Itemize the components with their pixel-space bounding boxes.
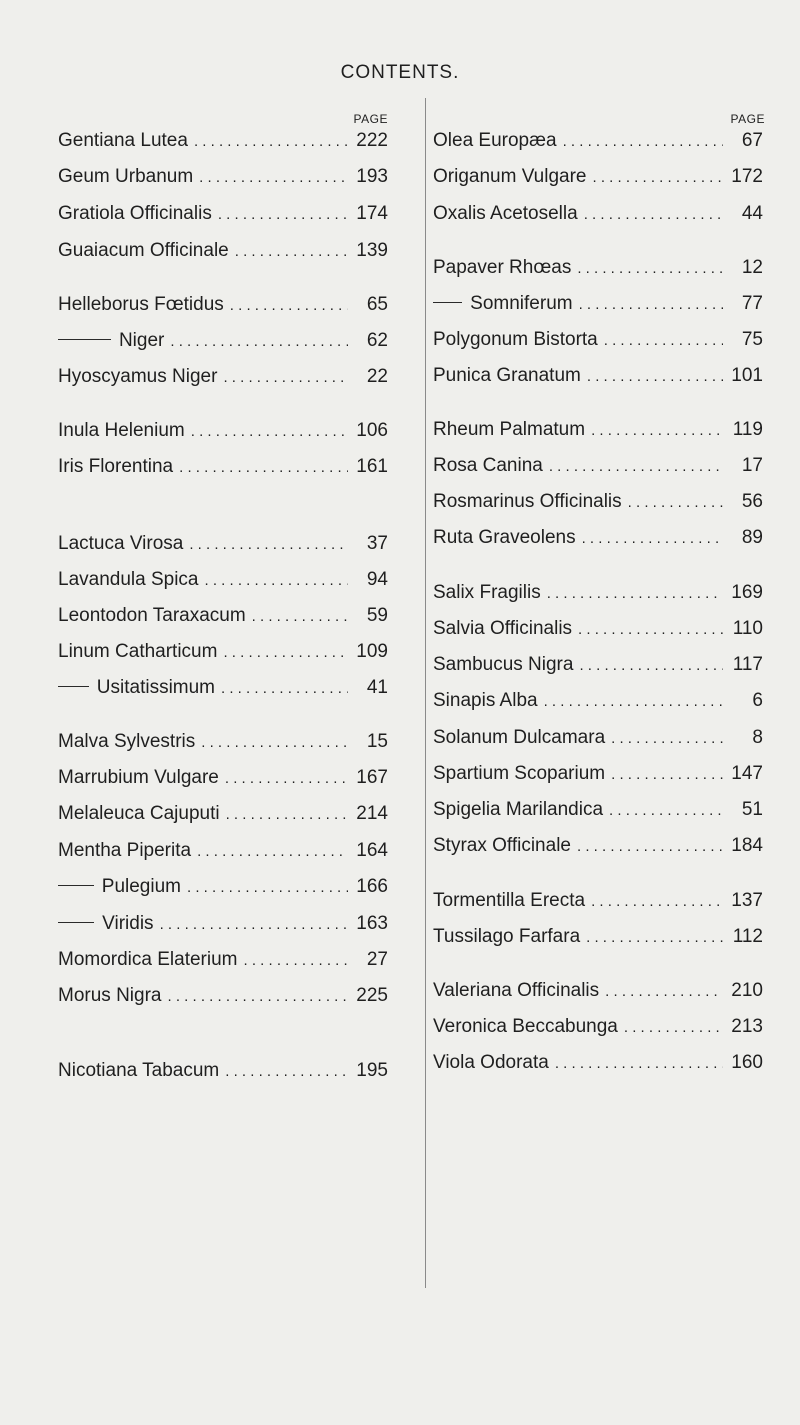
toc-entry — [433, 491, 763, 517]
toc-entry — [58, 641, 388, 667]
entry-page-number: 44 — [741, 203, 763, 224]
entry-name: Viridis — [102, 913, 154, 934]
entry-name: Usitatissimum — [96, 677, 216, 698]
entry-name: Solanum Dulcamara — [433, 727, 606, 748]
dot-leader — [591, 422, 723, 439]
dot-leader — [555, 1055, 723, 1072]
entry-name: Viola Odorata — [433, 1052, 549, 1073]
entry-page-number: 166 — [356, 876, 388, 897]
dot-leader — [582, 530, 723, 547]
entry-name: Inula Helenium — [58, 420, 185, 441]
entry-name: Rheum Palmatum — [433, 419, 586, 440]
dot-leader — [197, 843, 348, 860]
entry-page-number: 213 — [731, 1016, 763, 1037]
dot-leader — [187, 879, 348, 896]
toc-entry — [433, 890, 763, 916]
toc-entry — [58, 420, 388, 446]
entry-name: Tussilago Farfara — [433, 926, 581, 947]
dot-leader — [244, 952, 349, 969]
dot-leader — [179, 459, 348, 476]
entry-page-number: 75 — [741, 329, 763, 350]
toc-entry — [433, 690, 763, 716]
entry-name: Tormentilla Erecta — [433, 890, 586, 911]
entry-page-number: 59 — [366, 605, 388, 626]
dot-leader — [194, 133, 348, 150]
entry-page-number: 22 — [366, 366, 388, 387]
toc-entry — [433, 835, 763, 861]
entry-page-number: 160 — [731, 1052, 763, 1073]
entry-name: Iris Florentina — [58, 456, 174, 477]
toc-entry — [433, 419, 763, 445]
entry-page-number: 101 — [731, 365, 763, 386]
entry-page-number: 137 — [731, 890, 763, 911]
toc-entry — [433, 980, 763, 1006]
entry-name: Salix Fragilis — [433, 582, 541, 603]
dot-leader — [223, 369, 348, 386]
entry-page-number: 27 — [366, 949, 388, 970]
entry-name: Lactuca Virosa — [58, 533, 184, 554]
dot-leader — [189, 536, 348, 553]
toc-entry — [58, 731, 388, 757]
entry-page-number: 214 — [356, 803, 388, 824]
toc-entry — [433, 1016, 763, 1042]
dot-leader — [225, 1063, 348, 1080]
dot-leader — [170, 333, 348, 350]
dot-leader — [218, 206, 348, 223]
toc-entry — [58, 767, 388, 793]
toc-entry — [433, 365, 763, 391]
toc-entry — [433, 203, 763, 229]
dot-leader — [578, 621, 723, 638]
dot-leader — [584, 206, 723, 223]
entry-name: Malva Sylvestris — [58, 731, 196, 752]
toc-entry — [433, 293, 763, 319]
entry-page-number: 94 — [366, 569, 388, 590]
dot-leader — [201, 734, 348, 751]
entry-name: Pulegium — [101, 876, 181, 897]
entry-name: Styrax Officinale — [433, 835, 571, 856]
toc-entry — [58, 294, 388, 320]
entry-page-number: 62 — [366, 330, 388, 351]
entry-page-number: 6 — [752, 690, 763, 711]
entry-name: Momordica Elaterium — [58, 949, 238, 970]
toc-entry — [58, 876, 388, 902]
toc-entry — [58, 949, 388, 975]
entry-name: Niger — [118, 330, 165, 351]
ditto-dash — [433, 302, 462, 303]
page-title: CONTENTS. — [340, 62, 460, 83]
entry-name: Ruta Graveolens — [433, 527, 576, 548]
ditto-dash — [58, 885, 94, 886]
entry-page-number: 169 — [731, 582, 763, 603]
entry-page-number: 8 — [752, 727, 763, 748]
dot-leader — [223, 644, 348, 661]
entry-name: Salvia Officinalis — [433, 618, 573, 639]
entry-page-number: 139 — [356, 240, 388, 261]
ditto-dash — [58, 686, 89, 687]
toc-entry — [58, 677, 388, 703]
dot-leader — [230, 297, 348, 314]
entry-name: Marrubium Vulgare — [58, 767, 219, 788]
entry-name: Sambucus Nigra — [433, 654, 574, 675]
entry-name: Oxalis Acetosella — [433, 203, 578, 224]
entry-name: Mentha Piperita — [58, 840, 192, 861]
entry-name: Rosa Canina — [433, 455, 543, 476]
toc-entry — [433, 130, 763, 156]
entry-name: Rosmarinus Officinalis — [433, 491, 622, 512]
dot-leader — [221, 680, 348, 697]
entry-page-number: 89 — [741, 527, 763, 548]
toc-entry — [58, 803, 388, 829]
dot-leader — [205, 572, 349, 589]
dot-leader — [199, 169, 348, 186]
entry-name: Nicotiana Tabacum — [58, 1060, 220, 1081]
dot-leader — [624, 1019, 723, 1036]
entry-page-number: 56 — [741, 491, 763, 512]
toc-entry — [433, 618, 763, 644]
entry-name: Spartium Scoparium — [433, 763, 606, 784]
dot-leader — [226, 806, 348, 823]
ditto-dash — [58, 339, 111, 340]
entry-name: Sinapis Alba — [433, 690, 538, 711]
toc-entry — [433, 455, 763, 481]
toc-entry — [433, 329, 763, 355]
entry-page-number: 106 — [356, 420, 388, 441]
entry-name: Papaver Rhœas — [433, 257, 572, 278]
toc-entry — [58, 913, 388, 939]
entry-name: Olea Europæa — [433, 130, 557, 151]
entry-name: Helleborus Fœtidus — [58, 294, 224, 315]
entry-page-number: 163 — [356, 913, 388, 934]
toc-entry — [433, 1052, 763, 1078]
entry-name: Lavandula Spica — [58, 569, 199, 590]
entry-name: Gratiola Officinalis — [58, 203, 212, 224]
dot-leader — [160, 916, 348, 933]
dot-leader — [252, 608, 348, 625]
toc-entry — [433, 257, 763, 283]
entry-page-number: 195 — [356, 1060, 388, 1081]
entry-page-number: 222 — [356, 130, 388, 151]
toc-entry — [433, 166, 763, 192]
entry-page-number: 161 — [356, 456, 388, 477]
dot-leader — [609, 802, 723, 819]
column-divider — [425, 98, 426, 1288]
dot-leader — [563, 133, 723, 150]
entry-page-number: 12 — [741, 257, 763, 278]
dot-leader — [167, 988, 348, 1005]
toc-entry — [58, 840, 388, 866]
dot-leader — [544, 693, 723, 710]
entry-page-number: 110 — [732, 618, 763, 639]
dot-leader — [549, 458, 723, 475]
dot-leader — [591, 893, 723, 910]
entry-page-number: 41 — [366, 677, 388, 698]
toc-entry — [433, 926, 763, 952]
toc-entry — [433, 763, 763, 789]
dot-leader — [592, 169, 723, 186]
toc-entry — [58, 569, 388, 595]
dot-leader — [577, 838, 723, 855]
entry-page-number: 184 — [731, 835, 763, 856]
entry-page-number: 172 — [731, 166, 763, 187]
entry-page-number: 193 — [356, 166, 388, 187]
entry-page-number: 225 — [356, 985, 388, 1006]
entry-page-number: 51 — [741, 799, 763, 820]
entry-page-number: 37 — [366, 533, 388, 554]
entry-name: Polygonum Bistorta — [433, 329, 598, 350]
toc-entry — [58, 130, 388, 156]
toc-entry — [58, 330, 388, 356]
dot-leader — [579, 657, 723, 674]
dot-leader — [604, 332, 723, 349]
toc-entry — [58, 166, 388, 192]
entry-name: Spigelia Marilandica — [433, 799, 604, 820]
entry-name: Linum Catharticum — [58, 641, 218, 662]
dot-leader — [605, 983, 723, 1000]
entry-page-number: 174 — [356, 203, 388, 224]
entry-name: Valeriana Officinalis — [433, 980, 600, 1001]
toc-entry — [433, 727, 763, 753]
toc-entry — [58, 456, 388, 482]
toc-entry — [433, 654, 763, 680]
entry-name: Veronica Beccabunga — [433, 1016, 618, 1037]
toc-entry — [58, 366, 388, 392]
entry-name: Somniferum — [470, 293, 573, 314]
entry-name: Gentiana Lutea — [58, 130, 188, 151]
dot-leader — [611, 730, 723, 747]
entry-page-number: 109 — [356, 641, 388, 662]
entry-page-number: 147 — [731, 763, 763, 784]
toc-entry — [58, 605, 388, 631]
entry-page-number: 17 — [741, 455, 763, 476]
entry-name: Hyoscyamus Niger — [58, 366, 218, 387]
dot-leader — [577, 260, 723, 277]
page-column-label: PAGE — [730, 112, 765, 126]
dot-leader — [191, 423, 348, 440]
entry-name: Melaleuca Cajuputi — [58, 803, 220, 824]
toc-entry — [433, 527, 763, 553]
dot-leader — [611, 766, 723, 783]
entry-page-number: 15 — [366, 731, 388, 752]
entry-page-number: 210 — [731, 980, 763, 1001]
ditto-dash — [58, 922, 94, 923]
entry-name: Origanum Vulgare — [433, 166, 587, 187]
entry-page-number: 67 — [741, 130, 763, 151]
entry-page-number: 117 — [732, 654, 763, 675]
toc-entry — [58, 203, 388, 229]
entry-page-number: 119 — [732, 419, 763, 440]
entry-name: Geum Urbanum — [58, 166, 194, 187]
entry-name: Leontodon Taraxacum — [58, 605, 246, 626]
toc-entry — [58, 533, 388, 559]
entry-page-number: 112 — [732, 926, 763, 947]
entry-name: Morus Nigra — [58, 985, 162, 1006]
dot-leader — [225, 770, 348, 787]
entry-page-number: 77 — [741, 293, 763, 314]
toc-entry — [58, 985, 388, 1011]
dot-leader — [579, 296, 723, 313]
entry-name: Punica Granatum — [433, 365, 581, 386]
dot-leader — [587, 368, 723, 385]
dot-leader — [235, 243, 348, 260]
entry-page-number: 167 — [356, 767, 388, 788]
toc-entry — [433, 582, 763, 608]
entry-name: Guaiacum Officinale — [58, 240, 229, 261]
toc-entry — [58, 240, 388, 266]
entry-page-number: 65 — [366, 294, 388, 315]
toc-entry — [58, 1060, 388, 1086]
page-column-label: PAGE — [353, 112, 388, 126]
entry-page-number: 164 — [356, 840, 388, 861]
dot-leader — [628, 494, 723, 511]
dot-leader — [586, 929, 723, 946]
toc-entry — [433, 799, 763, 825]
dot-leader — [547, 585, 723, 602]
